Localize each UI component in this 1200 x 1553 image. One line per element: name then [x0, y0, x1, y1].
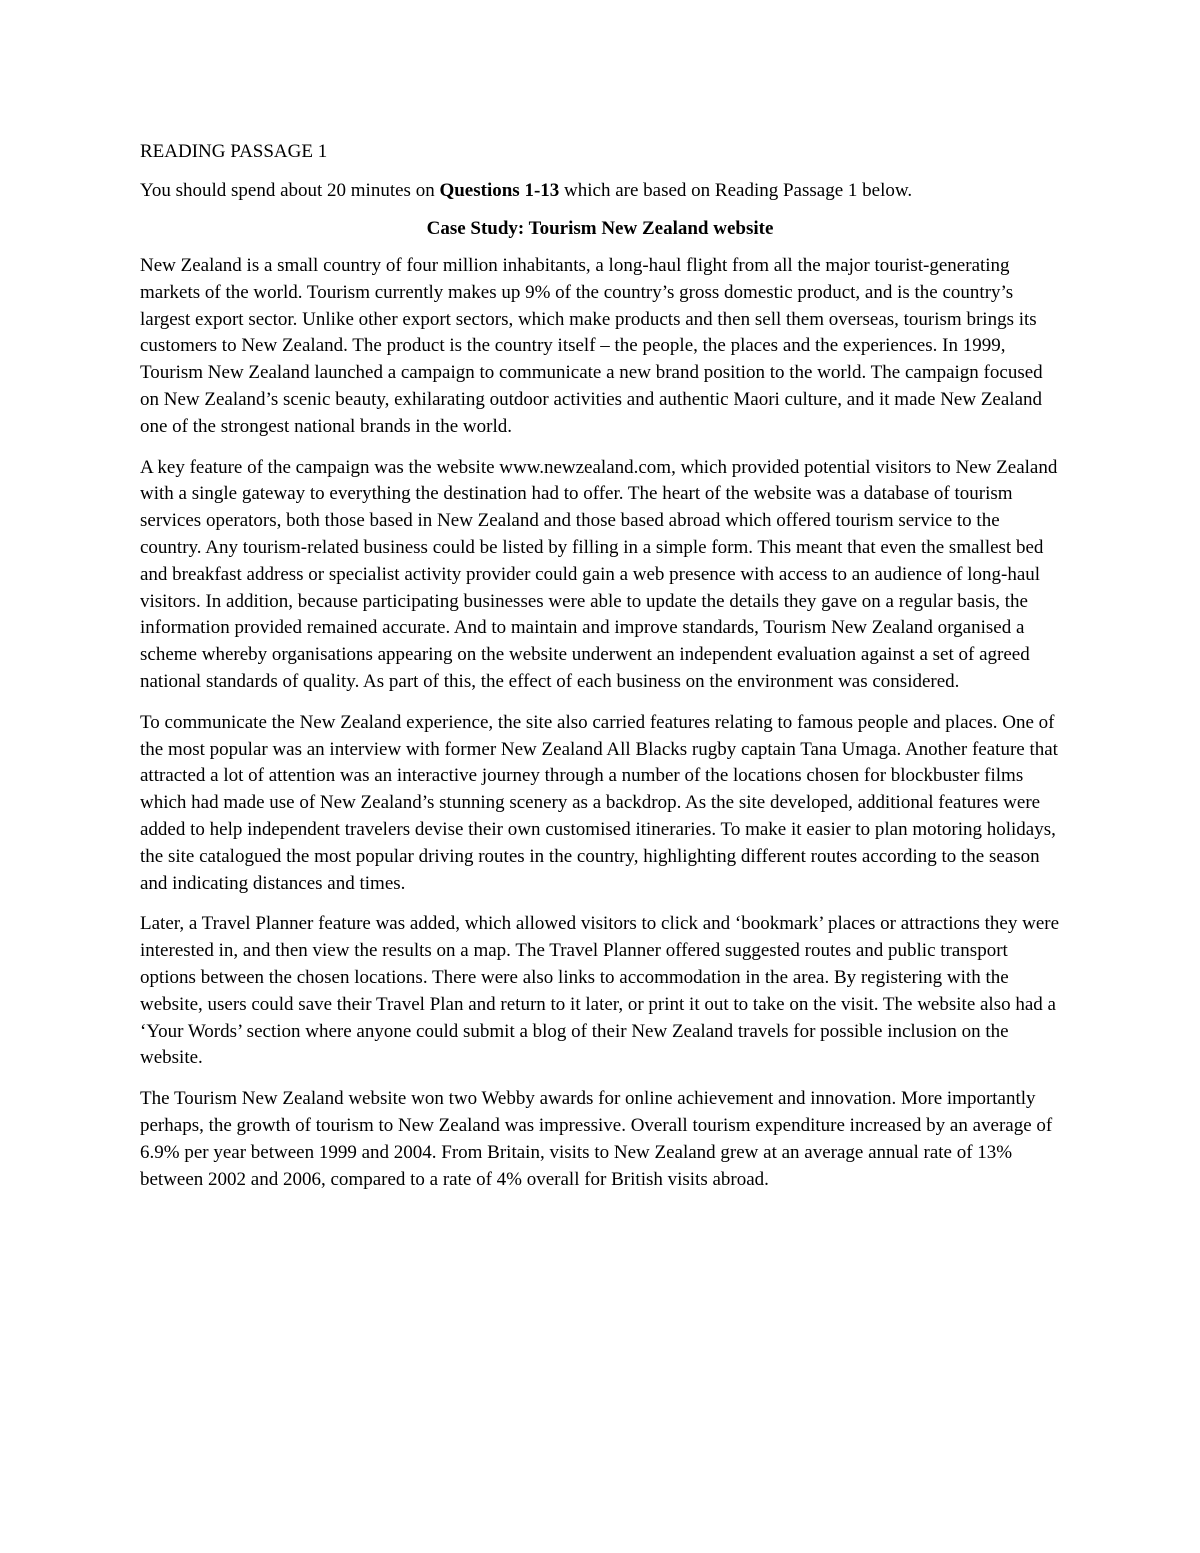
paragraph-1: New Zealand is a small country of four million inhabitants, a long-haul flight from all the major tourist-generating markets of the world. Tourism currently makes up 9% of the country’s gross domestic product, and is the country’s largest export sector. Unlike other export sectors, which make products and then sell them overseas, tourism brings its customers to New Zealand. The product is the country itself – the people, the places and the experiences. In 1999, Tourism New Zealand launched a campaign to communicate a new brand position to the world. The campaign focused on New Zealand’s scenic beauty, exhilarating outdoor activities and authentic Maori culture, and it made New Zealand one of the strongest national brands in the world.: [140, 255, 1043, 437]
paragraph-5: The Tourism New Zealand website won two Webby awards for online achievement and innovation. More importantly perhaps, the growth of tourism to New Zealand was impressive. Overall tourism expenditure increased by an average of 6.9% per year between 1999 and 2004. From Britain, visits to New Zealand grew at an average annual rate of 13% between 2002 and 2006, compared to a rate of 4% overall for British visits abroad.: [140, 1088, 1053, 1190]
paragraph-2: A key feature of the campaign was the website www.newzealand.com, which provided potential visitors to New Zealand with a single gateway to everything the destination had to offer. The heart of the website was a database of tourism services operators, both those based in New Zealand and those based abroad which offered tourism service to the country. Any tourism-related business could be listed by filling in a simple form. This meant that even the smallest bed and breakfast address or specialist activity provider could gain a web presence with access to an audience of long-haul visitors. In addition, because participating businesses were able to update the details they gave on a regular basis, the information provided remained accurate. And to maintain and improve standards, Tourism New Zealand organised a scheme whereby organisations appearing on the website underwent an independent evaluation against a set of agreed national standards of quality. As part of this, the effect of each business on the environment was considered.: [140, 456, 1058, 692]
passage-instruction: [140, 177, 1060, 204]
passage-heading: READING PASSAGE 1: [140, 141, 328, 162]
instruction-text-start: You should spend about 20 minutes on: [140, 180, 440, 201]
instruction-questions: Questions 1-13: [439, 180, 560, 201]
paragraph-3: To communicate the New Zealand experience, the site also carried features relating to famous people and places. One of the most popular was an interview with former New Zealand All Blacks rugby captain Tana Umaga. Another feature that attracted a lot of attention was an interactive journey through a number of the locations chosen for blockbuster films which had made use of New Zealand’s stunning scenery as a backdrop. As the site developed, additional features were added to help independent travelers devise their own customised itineraries. To make it easier to plan motoring holidays, the site catalogued the most popular driving routes in the country, highlighting different routes according to the season and indicating distances and times.: [140, 711, 1058, 894]
passage-title: Case Study: Tourism New Zealand website: [426, 218, 774, 239]
paragraph-4: Later, a Travel Planner feature was added, which allowed visitors to click and ‘bookmark’ places or attractions they were interested in, and then view the results on a map. The Travel Planner offered suggested routes and public transport options between the chosen locations. There were also links to accommodation in the area. By registering with the website, users could save their Travel Plan and return to it later, or print it out to take on the visit. The website also had a ‘Your Words’ section where anyone could submit a blog of their New Zealand travels for possible inclusion on the website.: [140, 913, 1060, 1069]
document-page: [140, 138, 1060, 1207]
instruction-text-end: which are based on Reading Passage 1 below.: [559, 180, 913, 201]
